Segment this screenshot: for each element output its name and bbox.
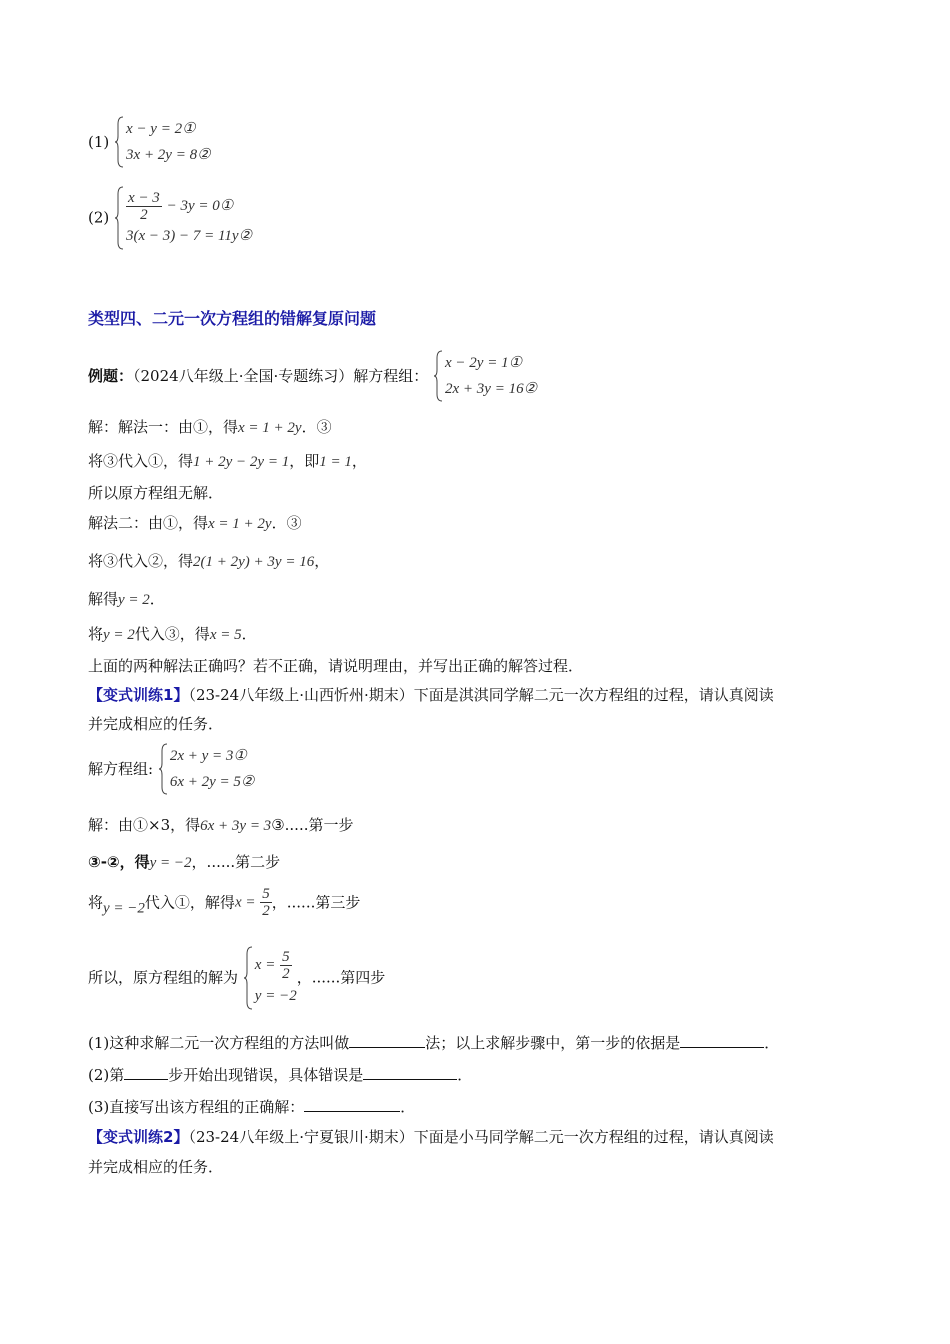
equation-system xyxy=(114,116,211,168)
question-1 xyxy=(88,1032,779,1054)
answer-blank[interactable] xyxy=(304,1097,400,1112)
text: 解得 xyxy=(88,590,119,608)
equation-row: x − y = 2① xyxy=(126,121,196,137)
equation-system xyxy=(243,946,297,1009)
step-line xyxy=(88,886,360,920)
text: ． xyxy=(764,1034,780,1052)
equation-row xyxy=(255,946,297,983)
text: ． xyxy=(241,625,257,643)
brace-icon xyxy=(243,946,253,1010)
math: x = 5 xyxy=(209,627,242,643)
equation-row: 2x + y = 3① xyxy=(169,748,247,764)
solution-line xyxy=(88,512,302,535)
fraction-numerator: 5 xyxy=(262,886,270,902)
section-heading: 类型四、二元一次方程组的错解复原问题 xyxy=(88,309,377,328)
step-line xyxy=(88,946,385,1009)
text: 解方程组: xyxy=(88,760,154,778)
text: ． xyxy=(400,1098,416,1116)
equation-row: 3(x − 3) − 7 = 11y② xyxy=(126,228,253,244)
solution-line xyxy=(88,623,257,646)
variant-1-intro xyxy=(88,684,774,706)
answer-blank[interactable] xyxy=(349,1033,425,1048)
math: 1 = 1 xyxy=(319,454,352,470)
text: ，......第四步 xyxy=(296,968,386,987)
equation-row xyxy=(126,188,252,223)
solution-line xyxy=(88,450,367,473)
math: x = 1 + 2y xyxy=(238,420,302,436)
step-line xyxy=(88,814,353,837)
problem-2-label: (2) xyxy=(88,208,110,227)
solution-line xyxy=(88,550,329,573)
example-label: 例题： xyxy=(88,367,134,385)
problem-2 xyxy=(88,186,252,249)
math: 1 + 2y − 2y = 1 xyxy=(193,454,290,470)
math: x = xyxy=(234,894,256,911)
fraction-denominator: 2 xyxy=(140,206,148,223)
text: 将③代入①，得 xyxy=(88,452,194,470)
text: ③-②，得 xyxy=(88,853,150,871)
equation-system xyxy=(158,743,255,795)
problem-1 xyxy=(88,116,211,168)
fraction xyxy=(260,886,272,919)
text: ，......第二步 xyxy=(191,853,281,871)
text: ， xyxy=(314,552,330,570)
question-3 xyxy=(88,1096,415,1118)
equation-row: x − 2y = 1① xyxy=(445,355,523,371)
math: y = 2 xyxy=(103,627,135,643)
text: 将 xyxy=(88,893,104,912)
math: 2(1 + 2y) + 3y = 16 xyxy=(193,554,315,570)
brace-icon xyxy=(433,350,443,402)
fraction-numerator: x − 3 xyxy=(128,189,160,206)
text: 代入③，得 xyxy=(134,625,210,643)
text: (3)直接写出该方程组的正确解： xyxy=(88,1098,305,1116)
step-line xyxy=(88,851,280,874)
math: y = −2 xyxy=(103,900,145,917)
example-source: （2024八年级上·全国·专题练习）解方程组： xyxy=(133,367,429,385)
solution-line: 所以原方程组无解． xyxy=(88,484,224,502)
answer-blank[interactable] xyxy=(363,1065,457,1080)
text: ③.....第一步 xyxy=(271,816,354,834)
text: ， xyxy=(351,452,367,470)
text: ．③ xyxy=(271,514,302,532)
text: 代入①，解得 xyxy=(144,893,235,912)
answer-blank[interactable] xyxy=(124,1065,168,1080)
fraction-denominator: 2 xyxy=(282,965,290,982)
text: ． xyxy=(149,590,165,608)
text: 步开始出现错误，具体错误是 xyxy=(168,1066,364,1084)
text: （23-24八年级上·宁夏银川·期末）下面是小马同学解二元一次方程组的过程，请认真阅读 xyxy=(188,1128,774,1146)
equation-row: y = −2 xyxy=(254,988,297,1004)
equation-text: − 3y = 0① xyxy=(166,198,234,214)
variant-1-system xyxy=(88,743,254,795)
brace-icon xyxy=(158,743,168,795)
answer-blank[interactable] xyxy=(680,1033,764,1048)
fraction-numerator: 5 xyxy=(282,948,290,965)
variant-label: 【变式训练2】 xyxy=(88,1128,189,1146)
equation-system xyxy=(433,350,537,402)
variant-2-intro xyxy=(88,1126,774,1148)
text: 解：解法一：由①，得 xyxy=(88,418,239,436)
text: 解法二：由①，得 xyxy=(88,514,209,532)
text: (1)这种求解二元一次方程组的方法叫做 xyxy=(88,1034,350,1052)
equation-row: 3x + 2y = 8② xyxy=(126,147,211,163)
text: 法；以上求解步骤中，第一步的依据是 xyxy=(425,1034,681,1052)
math: y = 2 xyxy=(118,592,150,608)
math: x = xyxy=(254,957,276,973)
equation-system xyxy=(114,186,252,249)
variant-1-intro-cont: 并完成相应的任务． xyxy=(88,715,224,733)
text: 将③代入②，得 xyxy=(88,552,194,570)
equation-row: 6x + 2y = 5② xyxy=(169,774,255,790)
problem-1-label: (1) xyxy=(88,133,110,151)
solution-line xyxy=(88,588,165,611)
variant-label: 【变式训练1】 xyxy=(88,686,189,704)
math: y = −2 xyxy=(149,855,192,871)
fraction xyxy=(126,190,162,223)
text: (2)第 xyxy=(88,1066,125,1084)
example-question: 上面的两种解法正确吗？若不正确，请说明理由，并写出正确的解答过程． xyxy=(88,657,584,675)
brace-icon xyxy=(114,186,124,250)
text: ，即 xyxy=(289,452,320,470)
solution-line xyxy=(88,416,332,439)
math: x = 1 + 2y xyxy=(208,516,272,532)
fraction xyxy=(280,949,292,982)
text: （23-24八年级上·山西忻州·期末）下面是淇淇同学解二元一次方程组的过程，请认真阅读 xyxy=(188,686,774,704)
text: 所以，原方程组的解为 xyxy=(88,968,239,987)
variant-2-intro-cont: 并完成相应的任务． xyxy=(88,1158,224,1176)
text: 将 xyxy=(88,625,104,643)
fraction-denominator: 2 xyxy=(262,903,270,919)
text: ．③ xyxy=(301,418,332,436)
text: ． xyxy=(457,1066,473,1084)
equation-row: 2x + 3y = 16② xyxy=(445,381,538,397)
text: 解：由①×3，得 xyxy=(88,816,201,834)
math: 6x + 3y = 3 xyxy=(200,818,272,834)
question-2 xyxy=(88,1064,472,1086)
text: ，......第三步 xyxy=(271,893,361,912)
example-header xyxy=(88,350,537,402)
brace-icon xyxy=(114,116,124,168)
